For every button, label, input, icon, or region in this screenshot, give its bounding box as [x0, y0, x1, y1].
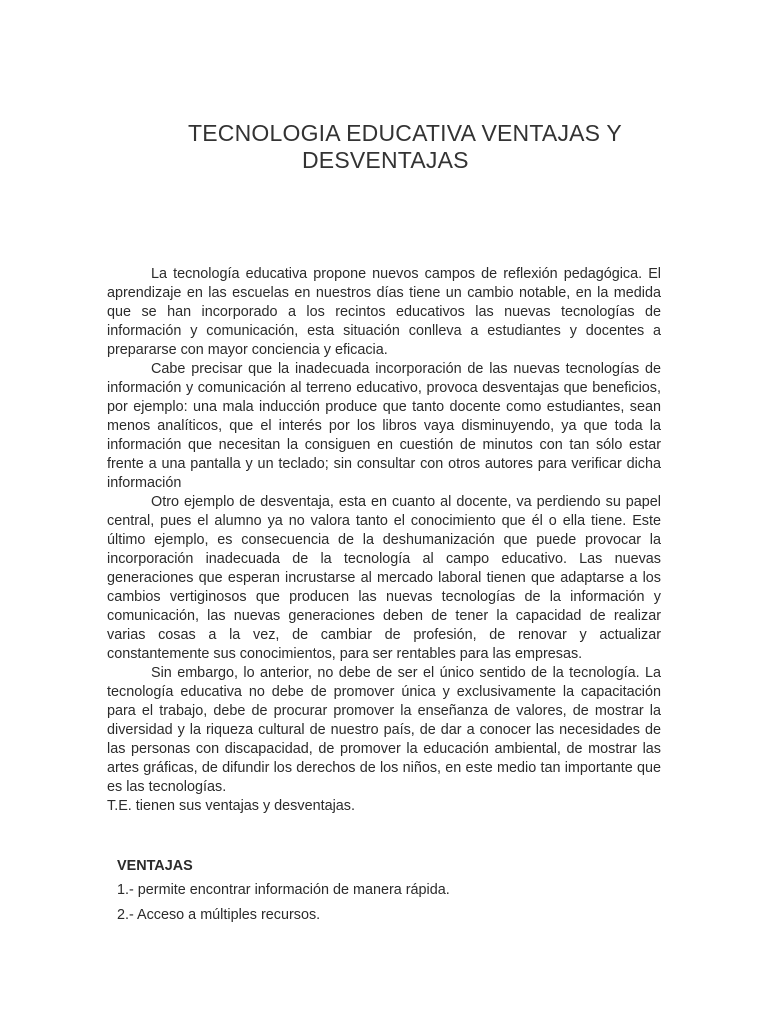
- body-text: [107, 265, 661, 816]
- paragraph: Cabe precisar que la inadecuada incorporación de las nuevas tecnologías de información y comunicación al terreno educativo, provoca desventajas que beneficios, por ejemplo: una mala inducción produce que tanto docente como estudiantes, sean menos analíticos, que el interés por los libros vaya disminuyendo, ya que toda la información que necesitan la consiguen en cuestión de minutos con tan sólo estar frente a una pantalla y un teclado; sin consultar con otros autores para verificar dicha información: [107, 361, 661, 491]
- page-title: [0, 120, 768, 174]
- paragraph: La tecnología educativa propone nuevos campos de reflexión pedagógica. El aprendizaje en las escuelas en nuestros días tiene un cambio notable, en la medida que se han incorporado a los recintos educativos las nuevas tecnologías de información y comunicación, esta situación conlleva a estudiantes y docentes a prepararse con mayor conciencia y eficacia.: [107, 266, 661, 358]
- list-item: 1.- permite encontrar información de manera rápida.: [117, 882, 450, 898]
- title-line-2: DESVENTAJAS: [302, 147, 469, 173]
- ventajas-section: [117, 857, 677, 931]
- ventajas-list: [117, 881, 677, 925]
- paragraph: Otro ejemplo de desventaja, esta en cuanto al docente, va perdiendo su papel central, pues el alumno ya no valora tanto el conocimiento que él o ella tiene. Este último ejemplo, es consecuencia de la deshumanización que puede provocar la incorporación inadecuada de la tecnología al campo educativo. Las nuevas generaciones que esperan incrustarse al mercado laboral tienen que adaptarse a los cambios vertiginosos que producen las nuevas tecnologías de la información y comunicación, las nuevas generaciones deben de tener la capacidad de realizar varias cosas a la vez, de cambiar de profesión, de renovar y actualizar constantemente sus conocimientos, para ser rentables para las empresas.: [107, 494, 661, 662]
- ventajas-heading: VENTAJAS: [117, 858, 193, 874]
- title-line-1: TECNOLOGIA EDUCATIVA VENTAJAS Y: [188, 120, 622, 146]
- closing-line: T.E. tienen sus ventajas y desventajas.: [107, 798, 355, 814]
- list-item: 2.- Acceso a múltiples recursos.: [117, 907, 321, 923]
- paragraph: Sin embargo, lo anterior, no debe de ser el único sentido de la tecnología. La tecnología educativa no debe de promover única y exclusivamente la capacitación para el trabajo, debe de procurar promover la enseñanza de valores, de mostrar la diversidad y la riqueza cultural de nuestro país, de dar a conocer las necesidades de las personas con discapacidad, de promover la educación ambiental, de mostrar las artes gráficas, de difundir los derechos de los niños, en este medio tan importante que es las tecnologías.: [107, 665, 661, 795]
